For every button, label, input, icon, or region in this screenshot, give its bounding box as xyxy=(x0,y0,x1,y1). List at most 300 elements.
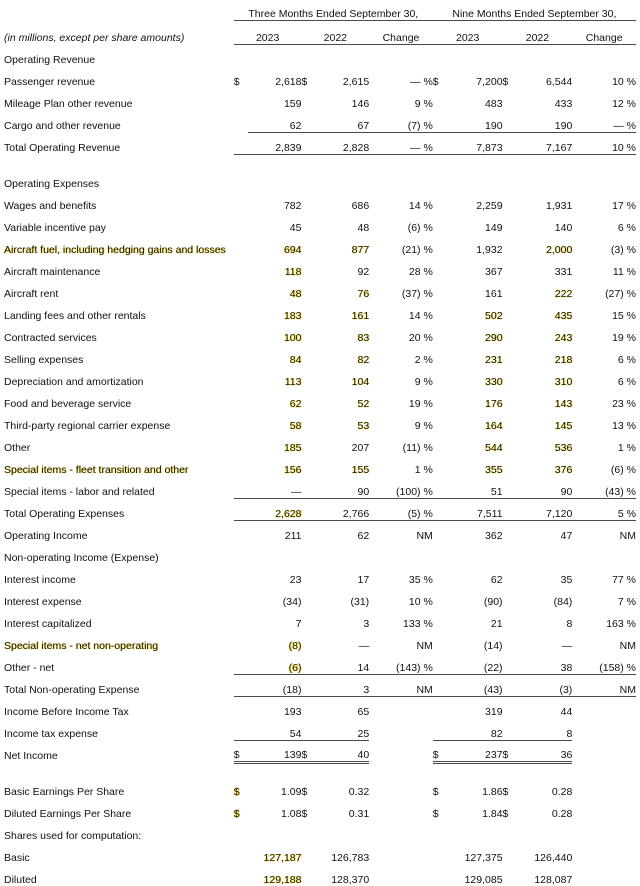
table-row xyxy=(4,256,636,278)
value-y2023: 319 xyxy=(485,706,503,718)
value-q2022: 155 xyxy=(351,464,370,476)
value-q2023: 54 xyxy=(248,718,301,740)
currency-symbol xyxy=(433,520,447,542)
row-label: Diluted Earnings Per Share xyxy=(4,808,132,820)
value-y2022: 331 xyxy=(554,266,573,278)
section-spacer xyxy=(4,762,636,776)
row-basic-eps xyxy=(4,776,636,798)
currency-symbol xyxy=(301,652,315,674)
currency-symbol xyxy=(234,586,248,608)
value-q-change xyxy=(369,696,433,718)
currency-symbol xyxy=(234,300,248,322)
value-y2022: 0.28 xyxy=(551,808,573,820)
currency-symbol xyxy=(234,454,248,476)
currency-symbol xyxy=(503,696,517,718)
value-q2022: 3 xyxy=(363,618,370,630)
value-y2022: 310 xyxy=(554,376,573,388)
value-q-change: 133 % xyxy=(403,618,433,630)
header-spacer xyxy=(4,0,234,20)
section-spacer xyxy=(4,154,636,168)
currency-symbol xyxy=(301,212,315,234)
row-income-before-income-tax xyxy=(4,696,636,718)
row-label: Income tax expense xyxy=(4,728,98,740)
currency-symbol xyxy=(433,322,447,344)
currency-symbol xyxy=(234,520,248,542)
currency-symbol xyxy=(433,256,447,278)
currency-symbol xyxy=(503,652,517,674)
value-y2023: (43) xyxy=(447,674,502,696)
value-q2022: 2,828 xyxy=(316,132,369,154)
value-q2023: 100 xyxy=(283,332,302,344)
table-row xyxy=(4,110,636,132)
currency-symbol xyxy=(433,234,447,256)
currency-symbol xyxy=(234,256,248,278)
row-label: Income Before Income Tax xyxy=(4,706,129,718)
value-q2022: 62 xyxy=(357,530,370,542)
value-q2022: 67 xyxy=(316,110,369,132)
currency-symbol xyxy=(234,110,248,132)
value-y2022: 47 xyxy=(560,530,573,542)
value-q2023: (18) xyxy=(248,674,301,696)
value-y2022: 36 xyxy=(517,740,572,762)
row-label: Net Income xyxy=(4,750,58,762)
value-q2022: 0.31 xyxy=(348,808,370,820)
section-header-non-operating xyxy=(4,542,636,564)
currency-symbol xyxy=(301,344,315,366)
value-q-change: 35 % xyxy=(408,574,433,586)
currency-symbol xyxy=(433,608,447,630)
currency-symbol xyxy=(433,278,447,300)
value-y2023: 161 xyxy=(485,288,503,300)
row-label: Special items - fleet transition and other xyxy=(4,464,189,476)
value-y2022: 126,440 xyxy=(534,852,573,864)
currency-symbol: $ xyxy=(432,786,439,798)
currency-symbol xyxy=(301,256,315,278)
row-label: Food and beverage service xyxy=(4,398,132,410)
value-q2022: 65 xyxy=(357,706,370,718)
value-q-change: NM xyxy=(369,674,433,696)
value-y2022: 536 xyxy=(554,442,573,454)
currency-symbol xyxy=(234,564,248,586)
value-q2022: 0.32 xyxy=(348,786,370,798)
currency-symbol xyxy=(503,132,517,154)
currency-symbol xyxy=(433,842,447,864)
value-y-change: 10 % xyxy=(572,132,636,154)
value-q-change: — % xyxy=(410,76,433,88)
currency-symbol: $ xyxy=(502,808,509,820)
value-y2022: (84) xyxy=(553,596,573,608)
value-q-change xyxy=(369,798,433,820)
currency-symbol: $ xyxy=(233,76,240,88)
currency-symbol xyxy=(301,278,315,300)
currency-symbol xyxy=(301,300,315,322)
currency-symbol: $ xyxy=(502,786,509,798)
value-y2023: 502 xyxy=(485,310,503,322)
value-y2022: 145 xyxy=(554,420,573,432)
table-row xyxy=(4,564,636,586)
currency-symbol xyxy=(234,132,248,154)
value-y2022: 218 xyxy=(554,354,573,366)
currency-symbol xyxy=(301,498,315,520)
currency-symbol xyxy=(234,366,248,388)
value-q2022: 3 xyxy=(316,674,369,696)
table-row xyxy=(4,454,636,476)
value-y2023: 544 xyxy=(485,442,503,454)
shares-note-filler xyxy=(234,820,636,842)
currency-symbol xyxy=(301,234,315,256)
currency-symbol xyxy=(503,564,517,586)
value-y2022: 1,931 xyxy=(546,200,573,212)
table-row xyxy=(4,388,636,410)
row-label: Total Non-operating Expense xyxy=(4,684,140,696)
currency-symbol xyxy=(301,110,315,132)
value-q-change: 10 % xyxy=(408,596,433,608)
currency-symbol: $ xyxy=(502,76,509,88)
value-q2023: 48 xyxy=(289,288,302,300)
value-y2023: 51 xyxy=(447,476,502,498)
currency-symbol xyxy=(234,608,248,630)
section-title: Operating Expenses xyxy=(4,178,100,190)
table-row xyxy=(4,432,636,454)
value-q2023: 127,187 xyxy=(263,852,302,864)
value-q2023: 62 xyxy=(289,398,302,410)
value-y2022: 8 xyxy=(566,618,573,630)
table-body xyxy=(4,0,636,886)
currency-symbol: $ xyxy=(432,76,439,88)
row-label: Aircraft maintenance xyxy=(4,266,101,278)
row-label: Variable incentive pay xyxy=(4,222,106,234)
col-header-q-change: Change xyxy=(369,20,433,44)
value-y-change: (158) % xyxy=(572,652,636,674)
value-y2023: (22) xyxy=(447,652,502,674)
value-y2022: 433 xyxy=(554,98,573,110)
currency-symbol: $ xyxy=(301,740,315,762)
currency-symbol xyxy=(234,190,248,212)
row-label: Diluted xyxy=(4,874,37,886)
value-y-change: 1 % xyxy=(617,442,636,454)
row-label: Mileage Plan other revenue xyxy=(4,98,133,110)
currency-symbol xyxy=(433,454,447,476)
currency-symbol xyxy=(234,322,248,344)
value-q-change: (100) % xyxy=(369,476,433,498)
value-y2022: 38 xyxy=(517,652,572,674)
value-q2022: 686 xyxy=(351,200,370,212)
currency-symbol xyxy=(234,864,248,886)
total-row-operating-expenses xyxy=(4,498,636,520)
value-q2023: (6) xyxy=(248,652,301,674)
currency-symbol xyxy=(503,278,517,300)
value-q2023: 2,618 xyxy=(275,76,302,88)
value-q2023: 694 xyxy=(283,244,302,256)
currency-symbol xyxy=(503,520,517,542)
currency-symbol xyxy=(234,234,248,256)
value-y2023: 7,200 xyxy=(476,76,503,88)
currency-symbol: $ xyxy=(503,740,517,762)
table-row xyxy=(4,88,636,110)
currency-symbol xyxy=(433,88,447,110)
value-y2023: 190 xyxy=(447,110,502,132)
currency-symbol xyxy=(301,322,315,344)
row-label: Selling expenses xyxy=(4,354,84,366)
value-q2022: 207 xyxy=(351,442,370,454)
currency-symbol xyxy=(301,520,315,542)
row-label: Basic Earnings Per Share xyxy=(4,786,125,798)
value-y-change: 19 % xyxy=(612,332,636,344)
value-y2023: 330 xyxy=(485,376,503,388)
section-title: Non-operating Income (Expense) xyxy=(4,552,159,564)
value-q-change: (37) % xyxy=(401,288,433,300)
currency-symbol xyxy=(433,630,447,652)
section-header-filler xyxy=(234,542,636,564)
currency-symbol xyxy=(433,132,447,154)
currency-symbol xyxy=(301,190,315,212)
col-header-y-change: Change xyxy=(572,20,636,44)
value-y2022: 376 xyxy=(554,464,573,476)
value-y2023: 176 xyxy=(485,398,503,410)
row-label: Total Operating Expenses xyxy=(4,508,125,520)
value-q2022: 17 xyxy=(357,574,370,586)
value-q2023: (34) xyxy=(282,596,302,608)
currency-symbol xyxy=(234,388,248,410)
row-diluted-eps xyxy=(4,798,636,820)
value-y-change: 12 % xyxy=(612,98,636,110)
currency-symbol xyxy=(503,212,517,234)
value-q2023: 129,188 xyxy=(263,874,302,886)
value-q2022: 126,783 xyxy=(331,852,370,864)
value-q2023: 2,839 xyxy=(248,132,301,154)
currency-symbol xyxy=(234,674,248,696)
value-q-change: (143) % xyxy=(369,652,433,674)
table-row xyxy=(4,652,636,674)
currency-symbol xyxy=(301,696,315,718)
currency-symbol xyxy=(234,344,248,366)
table-row xyxy=(4,234,636,256)
value-q2022: 877 xyxy=(351,244,370,256)
value-q-change: (11) % xyxy=(402,442,433,454)
value-q2022: 128,370 xyxy=(331,874,370,886)
row-label: Basic xyxy=(4,852,30,864)
value-y2023: 367 xyxy=(485,266,503,278)
currency-symbol xyxy=(503,256,517,278)
currency-symbol xyxy=(234,696,248,718)
value-y2023: 149 xyxy=(485,222,503,234)
value-q-change: 9 % xyxy=(414,420,433,432)
value-y-change xyxy=(572,776,636,798)
value-y2022: 7,167 xyxy=(517,132,572,154)
value-y2023: 127,375 xyxy=(464,852,503,864)
value-q2022: 14 xyxy=(316,652,369,674)
value-y-change: 23 % xyxy=(612,398,636,410)
row-label: Interest income xyxy=(4,574,76,586)
value-q2023: 159 xyxy=(283,98,302,110)
value-q2023: 23 xyxy=(289,574,302,586)
currency-symbol xyxy=(433,366,447,388)
value-q2023: 183 xyxy=(283,310,302,322)
value-y2023: 82 xyxy=(447,718,502,740)
value-q2023: 113 xyxy=(284,376,302,388)
value-q-change: 14 % xyxy=(408,310,433,322)
table-row xyxy=(4,66,636,88)
row-label: Total Operating Revenue xyxy=(4,142,121,154)
value-y2022: 90 xyxy=(517,476,572,498)
value-y2023: 290 xyxy=(485,332,503,344)
currency-symbol xyxy=(503,322,517,344)
currency-symbol xyxy=(433,476,447,498)
value-y-change: 7 % xyxy=(617,596,636,608)
value-y2023: 483 xyxy=(485,98,503,110)
value-y-change: (3) % xyxy=(610,244,636,256)
value-q-change: 28 % xyxy=(408,266,433,278)
currency-symbol xyxy=(503,630,517,652)
value-y2022: 7,120 xyxy=(517,498,572,520)
currency-symbol: $ xyxy=(301,808,308,820)
value-y-change xyxy=(572,718,636,740)
currency-symbol xyxy=(503,344,517,366)
currency-symbol xyxy=(301,432,315,454)
value-y2022: 143 xyxy=(554,398,573,410)
section-header-operating-expenses xyxy=(4,168,636,190)
value-q2023: 62 xyxy=(248,110,301,132)
value-q-change: 14 % xyxy=(408,200,433,212)
currency-symbol xyxy=(503,864,517,886)
value-y2023: (90) xyxy=(483,596,503,608)
value-q2022: (31) xyxy=(350,596,370,608)
value-q2023: 1.08 xyxy=(281,808,302,820)
value-y2022: 35 xyxy=(560,574,573,586)
currency-symbol xyxy=(503,410,517,432)
currency-symbol xyxy=(433,110,447,132)
currency-symbol xyxy=(503,388,517,410)
value-q-change: (21) % xyxy=(401,244,433,256)
row-label: Wages and benefits xyxy=(4,200,97,212)
value-y2022: (3) xyxy=(517,674,572,696)
value-y2022: 0.28 xyxy=(551,786,573,798)
column-header-row xyxy=(4,20,636,44)
value-q2023: 84 xyxy=(289,354,302,366)
total-row-non-operating xyxy=(4,674,636,696)
row-income-tax-expense xyxy=(4,718,636,740)
currency-symbol xyxy=(301,586,315,608)
col-header-q2023: 2023 xyxy=(234,20,302,44)
value-q-change: — % xyxy=(369,132,433,154)
value-q-change: (5) % xyxy=(369,498,433,520)
section-header-operating-revenue xyxy=(4,44,636,66)
value-q-change: 1 % xyxy=(414,464,433,476)
section-header-filler xyxy=(234,44,636,66)
value-y-change: 10 % xyxy=(612,76,636,88)
table-row xyxy=(4,344,636,366)
value-y-change: — % xyxy=(572,110,636,132)
currency-symbol xyxy=(433,586,447,608)
income-statement-table xyxy=(4,0,636,886)
value-y2023: 7,873 xyxy=(447,132,502,154)
currency-symbol xyxy=(234,212,248,234)
section-header-filler xyxy=(234,168,636,190)
value-y-change xyxy=(572,798,636,820)
currency-symbol: $ xyxy=(233,786,240,798)
currency-symbol xyxy=(503,454,517,476)
table-row xyxy=(4,410,636,432)
currency-symbol xyxy=(234,652,248,674)
shares-note: Shares used for computation: xyxy=(4,830,142,842)
row-label: Interest expense xyxy=(4,596,82,608)
value-q2023: 1.09 xyxy=(281,786,302,798)
value-y-change: 163 % xyxy=(606,618,636,630)
value-q-change: 20 % xyxy=(408,332,433,344)
table-row xyxy=(4,190,636,212)
value-q2023: 185 xyxy=(283,442,302,454)
currency-symbol xyxy=(234,842,248,864)
value-y2022: 6,544 xyxy=(546,76,573,88)
value-q2023: — xyxy=(248,476,301,498)
value-q-change: (6) % xyxy=(407,222,433,234)
value-y2023: 7,511 xyxy=(447,498,502,520)
currency-symbol xyxy=(301,366,315,388)
value-q2022: 25 xyxy=(316,718,369,740)
row-operating-income xyxy=(4,520,636,542)
value-q2022: 146 xyxy=(351,98,370,110)
value-q-change: 2 % xyxy=(414,354,433,366)
value-y-change: NM xyxy=(619,640,636,652)
value-q-change xyxy=(369,864,433,886)
value-y2022: 2,000 xyxy=(546,244,573,256)
value-q2022: 92 xyxy=(357,266,370,278)
value-y2023: 1.86 xyxy=(482,786,503,798)
currency-symbol xyxy=(433,190,447,212)
value-q2023: 45 xyxy=(289,222,302,234)
value-y2023: 21 xyxy=(490,618,503,630)
table-row xyxy=(4,212,636,234)
row-label: Third-party regional carrier expense xyxy=(4,420,171,432)
value-q2023: 139 xyxy=(248,740,301,762)
currency-symbol xyxy=(503,190,517,212)
currency-symbol xyxy=(503,432,517,454)
row-net-income xyxy=(4,740,636,762)
value-y-change: 13 % xyxy=(612,420,636,432)
value-y2023: (14) xyxy=(483,640,503,652)
currency-symbol: $ xyxy=(233,808,240,820)
row-label: Operating Income xyxy=(4,530,88,542)
value-q2023: 58 xyxy=(289,420,302,432)
value-y-change: NM xyxy=(619,530,636,542)
row-diluted-shares xyxy=(4,864,636,886)
currency-symbol: $ xyxy=(433,740,447,762)
currency-symbol xyxy=(433,652,447,674)
currency-symbol xyxy=(301,88,315,110)
currency-symbol xyxy=(301,630,315,652)
value-q-change xyxy=(369,718,433,740)
value-y2023: 231 xyxy=(485,354,503,366)
table-row xyxy=(4,322,636,344)
value-y-change: 11 % xyxy=(612,266,636,278)
value-q-change: NM xyxy=(416,530,433,542)
units-note: (in millions, except per share amounts) xyxy=(4,32,185,44)
value-q2023: 156 xyxy=(283,464,302,476)
currency-symbol xyxy=(503,586,517,608)
value-q2022: 83 xyxy=(357,332,370,344)
currency-symbol xyxy=(234,718,248,740)
row-label: Other - net xyxy=(4,662,55,674)
value-y-change: (43) % xyxy=(572,476,636,498)
table-row xyxy=(4,278,636,300)
currency-symbol xyxy=(503,300,517,322)
currency-symbol xyxy=(301,864,315,886)
value-q2022: 52 xyxy=(357,398,370,410)
currency-symbol xyxy=(503,674,517,696)
value-q2023: 118 xyxy=(284,266,302,278)
currency-symbol xyxy=(301,388,315,410)
value-q2022: — xyxy=(358,640,370,652)
